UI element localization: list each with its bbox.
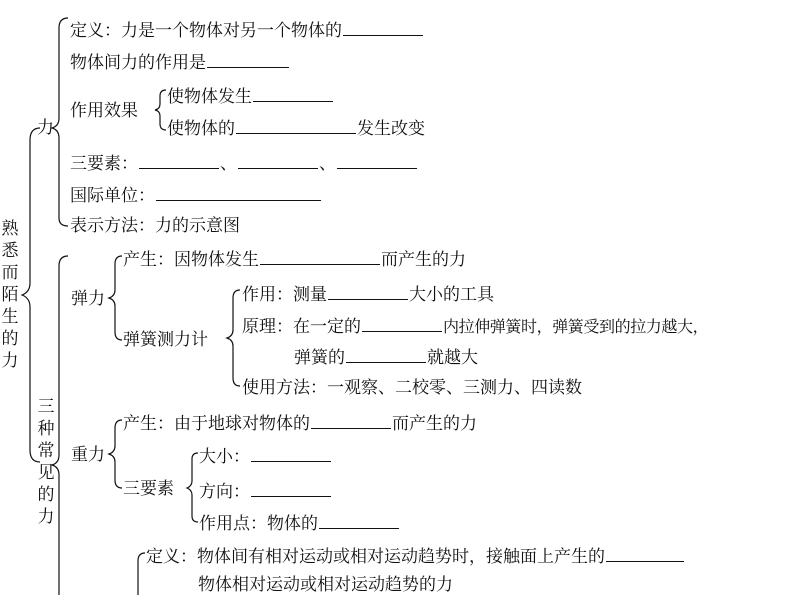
meter-principle bbox=[242, 315, 708, 337]
effect-label: 作用效果 bbox=[70, 101, 138, 121]
force-interaction bbox=[70, 51, 290, 73]
gravity-origin-post: 而产生的力 bbox=[392, 414, 477, 434]
blank bbox=[236, 117, 356, 134]
meter-method bbox=[242, 378, 582, 398]
blank bbox=[251, 480, 331, 497]
blank bbox=[311, 412, 391, 429]
blank bbox=[253, 85, 333, 102]
blank bbox=[362, 315, 442, 332]
gravity-title: 重力 bbox=[71, 445, 105, 465]
meter-use-label: 作用： bbox=[242, 285, 293, 305]
friction-bracket bbox=[138, 553, 145, 595]
meter-use-pre: 测量 bbox=[293, 285, 327, 305]
gravity-bracket bbox=[109, 420, 122, 488]
elastic-origin bbox=[123, 248, 466, 270]
effect-item-2 bbox=[167, 117, 425, 139]
elastic-origin-label: 产生： bbox=[123, 250, 174, 270]
unit bbox=[70, 184, 322, 206]
three-elements-label: 三要素： bbox=[70, 154, 138, 174]
meter-principle-2-pre: 弹簧的 bbox=[294, 348, 345, 368]
repr-text: 力的示意图 bbox=[155, 216, 240, 236]
friction-definition bbox=[146, 545, 685, 567]
effect-2-post: 发生改变 bbox=[357, 119, 425, 139]
elastic-title: 弹力 bbox=[71, 289, 105, 309]
gravity-size-label: 大小： bbox=[199, 447, 250, 467]
blank bbox=[156, 184, 321, 201]
effect-1-text: 使物体发生 bbox=[167, 87, 252, 107]
blank bbox=[260, 248, 380, 265]
blank bbox=[337, 152, 417, 169]
elastic-origin-pre: 因物体发生 bbox=[174, 250, 259, 270]
meter-use bbox=[242, 283, 494, 305]
meter-principle-post: 内拉伸弹簧时，弹簧受到的拉力越大， bbox=[443, 317, 709, 336]
gravity-direction bbox=[199, 480, 332, 502]
blank bbox=[139, 152, 219, 169]
definition-text: 力是一个物体对另一个物体的 bbox=[121, 21, 342, 41]
gravity-elements-label: 三要素 bbox=[123, 479, 174, 499]
unit-label: 国际单位： bbox=[70, 186, 155, 206]
three-forces-label: 三种常见的力 bbox=[37, 397, 55, 527]
gravity-elements-bracket bbox=[187, 453, 198, 522]
gravity-point-label: 作用点： bbox=[199, 514, 267, 534]
root-label: 熟悉而陌生的力 bbox=[1, 219, 19, 371]
meter-principle-pre: 在一定的 bbox=[293, 317, 361, 337]
blank bbox=[328, 283, 408, 300]
gravity-origin-pre: 由于地球对物体的 bbox=[174, 414, 310, 434]
meter-method-label: 使用方法： bbox=[242, 378, 327, 398]
gravity-point-text: 物体的 bbox=[267, 514, 318, 534]
gravity-dir-label: 方向： bbox=[199, 482, 250, 502]
force-definition bbox=[70, 19, 424, 41]
meter-principle-2 bbox=[294, 346, 478, 368]
meter-use-post: 大小的工具 bbox=[409, 285, 494, 305]
interaction-text: 物体间力的作用是 bbox=[70, 53, 206, 73]
friction-definition-2: 物体相对运动或相对运动趋势的力 bbox=[198, 575, 453, 595]
gravity-point bbox=[199, 512, 400, 534]
blank bbox=[238, 152, 318, 169]
blank bbox=[346, 346, 426, 363]
friction-def-text: 物体间有相对运动或相对运动趋势时，接触面上产生的 bbox=[197, 547, 605, 567]
meter-principle-2-post: 就越大 bbox=[427, 348, 478, 368]
spring-meter-label: 弹簧测力计 bbox=[123, 330, 208, 350]
force-bracket bbox=[52, 18, 68, 226]
elastic-bracket bbox=[109, 256, 122, 340]
effect-2-pre: 使物体的 bbox=[167, 119, 235, 139]
repr-label: 表示方法： bbox=[70, 216, 155, 236]
three-elements bbox=[70, 152, 418, 174]
blank bbox=[343, 19, 423, 36]
blank bbox=[251, 445, 331, 462]
friction-def-label: 定义： bbox=[146, 547, 197, 567]
effect-bracket bbox=[155, 90, 166, 130]
definition-label: 定义： bbox=[70, 21, 121, 41]
gravity-origin-label: 产生： bbox=[123, 414, 174, 434]
separator: 、 bbox=[319, 154, 336, 174]
effect-item-1 bbox=[167, 85, 334, 107]
blank bbox=[606, 545, 684, 562]
blank bbox=[207, 51, 289, 68]
separator: 、 bbox=[220, 154, 237, 174]
blank bbox=[319, 512, 399, 529]
representation bbox=[70, 216, 240, 236]
elastic-origin-post: 而产生的力 bbox=[381, 250, 466, 270]
gravity-size bbox=[199, 445, 332, 467]
force-title: 力 bbox=[37, 118, 54, 138]
meter-method-text: 一观察、二校零、三测力、四读数 bbox=[327, 378, 582, 398]
gravity-origin bbox=[123, 412, 477, 434]
meter-principle-label: 原理： bbox=[242, 317, 293, 337]
meter-bracket bbox=[227, 290, 240, 386]
